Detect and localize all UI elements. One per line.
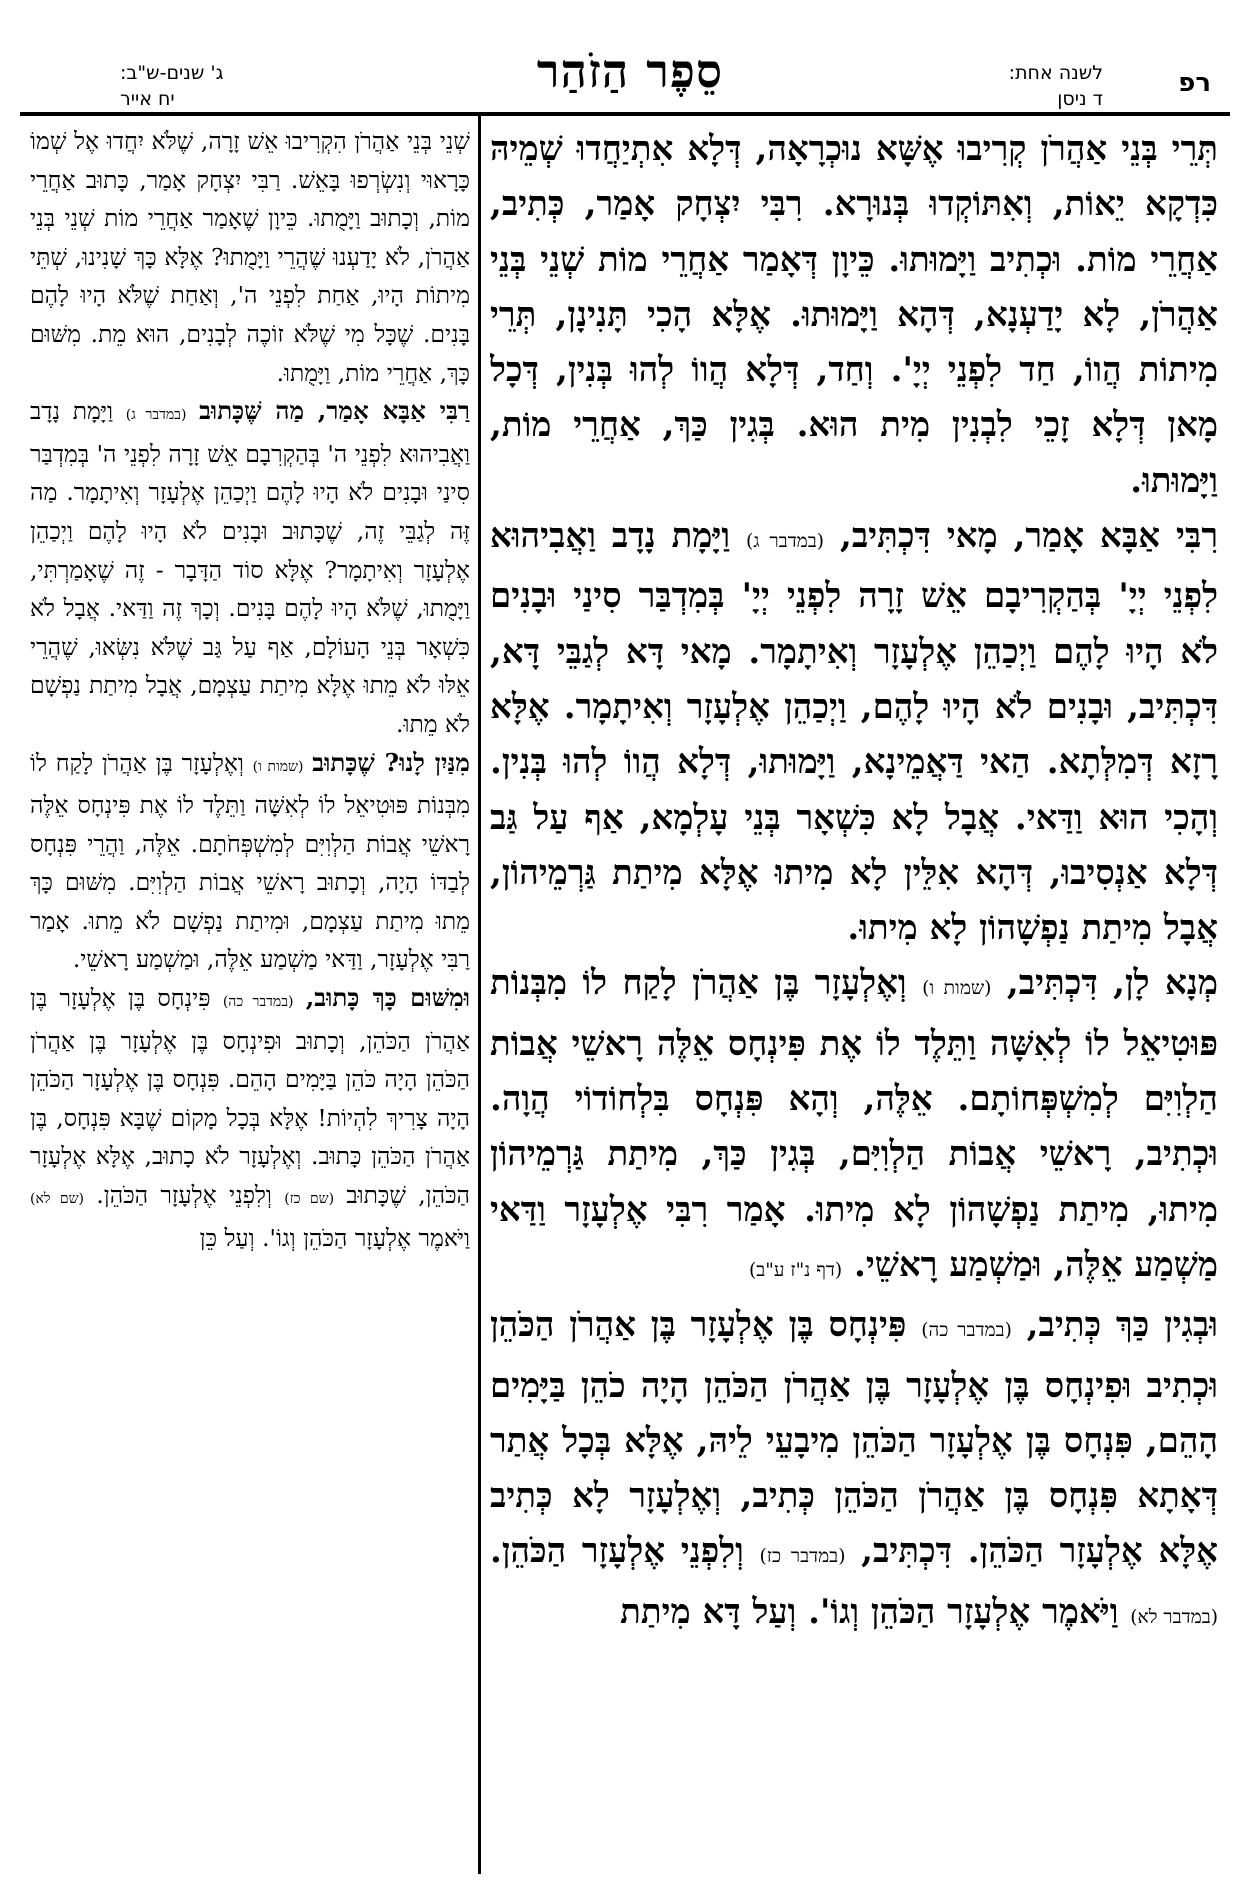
side-paragraph: מִנַּיִן לָנוּ? שֶׁכָּתוּב (שמות ו) וְאֶלְעָזָר בֶּן אַהֲרֹן לָקַח לוֹ מִבְּנוֹת פּוּטִיאֵל לוֹ לְאִשָּׁה וַתֵּלֶד לוֹ אֶת פִּינְחָס אֵלֶּה רָאשֵׁי אֲבוֹת הַלְוִיִּם לְמִשְׁפְּחֹתָם. אֵלֶּה, וַהֲרֵי פִּנְחָס לְבַדּוֹ הָיָה, וְכָתוּב רָאשֵׁי אֲבוֹת הַלְוִיִּם. מִשּׁוּם כָּךְ מֵתוּ מִיתַת עַצְמָם, וּמִיתַת נַפְשָׁם לֹא מֵתוּ. אָמַר רַבִּי אֶלְעָזָר, וַדַּאי מַשְׁמַע אֵלֶּה, וּמַשְׁמַע רָאשֵׁי.: [30, 747, 470, 974]
verse-reference: (במדבר ג): [746, 531, 825, 553]
side-paragraph: שְׁנֵי בְּנֵי אַהֲרֹן הִקְרִיבוּ אֵשׁ זָרָה, שֶׁלֹּא יִחֲדוּ אֶל שְׁמוֹ כָּרָאוּי וְנִשְׂרְפוּ בָּאֵשׁ. רַבִּי יִצְחָק אָמַר, כָּתוּב אַחֲרֵי מוֹת, וְכָתוּב וַיָּמֻתוּ. כֵּיוָן שֶׁאָמַר אַחֲרֵי מוֹת שְׁנֵי בְּנֵי אַהֲרֹן, לֹא יָדַעְנוּ שֶׁהֲרֵי וַיָּמֻתוּ? אֶלָּא כָּךְ שָׁנִינוּ, שְׁתֵּי מִיתוֹת הָיוּ, אַחַת לִפְנֵי ה', וְאַחַת שֶׁלֹּא הָיוּ לָהֶם בָּנִים. שֶׁכָּל מִי שֶׁלֹּא זוֹכֶה לְבָנִים, הוּא מֵת. מִשּׁוּם כָּךְ, אַחֲרֵי מוֹת, וַיָּמֻתוּ.: [30, 127, 470, 387]
verse-reference: (שמות ו): [252, 758, 304, 775]
verse-reference: (שם כז): [284, 1191, 335, 1208]
study-schedule-one-year: [963, 60, 1103, 112]
book-title: סֵפֶר הַזֹהַר: [536, 44, 724, 98]
schedule-label: לשנה אחת:: [1008, 62, 1103, 84]
side-paragraph: וּמִשּׁוּם כָּךְ כָּתוּב, (במדבר כה) פִּינְחָס בֶּן אֶלְעָזָר בֶּן אַהֲרֹן הַכֹּהֵן, וְכָתוּב וּפִינְחָס בֶּן אֶלְעָזָר בֶּן אַהֲרֹן הַכֹּהֵן הָיָה כֹּהֵן בַּיָּמִים הָהֵם. פִּנְחָס בֶּן אֶלְעָזָר הַכֹּהֵן הָיָה צָרִיךְ לִהְיוֹת! אֶלָּא בְּכָל מָקוֹם שֶׁבָּא פִּנְחָס, בֶּן אַהֲרֹן הַכֹּהֵן כָּתוּב. וְאֶלְעָזָר לֹא כָתוּב, אֶלָּא אֶלְעָזָר הַכֹּהֵן, שֶׁכָּתוּב (שם כז) וְלִפְנֵי אֶלְעָזָר הַכֹּהֵן. (שם לא) וַיֹּאמֶר אֶלְעָזָר הַכֹּהֵן וְגוֹ'. וְעַל כֵּן: [30, 983, 470, 1252]
page-header: [0, 0, 1253, 120]
verse-reference: (במדבר כז): [759, 1546, 846, 1568]
main-paragraph: מְנָא לָן, דִּכְתִּיב, (שמות ו) וְאֶלְעָזָר בֶּן אַהֲרֹן לָקַח לוֹ מִבְּנוֹת פּוּטִיאֵל לוֹ לְאִשָּׁה וַתֵּלֶד לוֹ אֶת פִּינְחָס אֵלֶּה רָאשֵׁי אֲבוֹת הַלְוִיִּם לְמִשְׁפְּחוֹתָם. אֵלֶּה, וְהָא פִּנְחָס בִּלְחוֹדוֹי הֲוָה. וּכְתִיב, רָאשֵׁי אֲבוֹת הַלְוִיִּם, בְּגִין כַּךְ, מִיתַת גַּרְמֵיהוֹן מִיתוּ, מִיתַת נַפְשָׁהוֹן לָא מִיתוּ. אָמַר רִבִּי אֶלְעָזָר וַדַּאי מַשְׁמַע אֵלֶּה, וּמַשְׁמַע רָאשֵׁי. (דף נ"ז ע"ב): [490, 963, 1218, 1285]
study-schedule-three-years: [120, 60, 320, 112]
page-reference: (דף נ"ז ע"ב): [749, 1259, 843, 1281]
verse-reference: (במדבר לא): [1130, 1606, 1218, 1628]
verse-reference: (במדבר ג): [125, 407, 187, 424]
verse-reference: (במדבר כה): [921, 1320, 1012, 1342]
column-divider: [478, 116, 481, 1874]
schedule-label-3y: ג' שנים-ש"ב:: [120, 62, 224, 84]
schedule-date-nisan: ד ניסן: [1057, 88, 1103, 110]
side-paragraph: רַבִּי אַבָּא אָמַר, מַה שֶּׁכָּתוּב (במדבר ג) וַיָּמָת נָדָב וַאֲבִיהוּא לִפְנֵי ה' בְּהַקְרִבָם אֵשׁ זָרָה לִפְנֵי ה' בְּמִדְבַּר סִינַי וּבָנִים לֹא הָיוּ לָהֶם וַיְכַהֵן אֶלְעָזָר וְאִיתָמָר. מַה זֶּה לְגַבֵּי זֶה, שֶׁכָּתוּב וּבָנִים לֹא הָיוּ לָהֶם וַיְכַהֵן אֶלְעָזָר וְאִיתָמָר? אֶלָּא סוֹד הַדָּבָר - זֶה שֶׁאָמַרְתִּי, וַיָּמֻתוּ, שֶׁלֹּא הָיוּ לָהֶם בָּנִים. וְכָךְ זֶה וַדַּאי. אֲבָל לֹא כִּשְׁאָר בְּנֵי הָעוֹלָם, אַף עַל גַּב שֶׁלֹּא נִשְּׂאוּ, שֶׁהֲרֵי אֵלּוּ לֹא מֵתוּ אֶלָּא מִיתַת עַצְמָם, אֲבָל מִיתַת נַפְשָׁם לֹא מֵתוּ.: [30, 396, 470, 738]
main-paragraph: וּבְגִין כַּךְ כְּתִיב, (במדבר כה) פִּינְחָס בֶּן אֶלְעָזָר בֶּן אַהֲרֹן הַכֹּהֵן וּכְתִיב וּפִינְחָס בֶּן אֶלְעָזָר בֶּן אַהֲרֹן הַכֹּהֵן הָיָה כֹהֵן בַּיָּמִים הָהֵם, פִּנְחָס בֶּן אֶלְעָזָר הַכֹּהֵן מִיבָעֵי לֵיהּ, אֶלָּא בְּכָל אֲתַר דְּאָתָא פִּנְחָס בֶּן אַהֲרֹן הַכֹּהֵן כְּתִיב, וְאֶלְעָזָר לָא כְּתִיב אֶלָּא אֶלְעָזָר הַכֹּהֵן. דִּכְתִּיב, (במדבר כז) וְלִפְנֵי אֶלְעָזָר הַכֹּהֵן. (במדבר לא) וַיֹּאמֶר אֶלְעָזָר הַכֹּהֵן וְגוֹ'. וְעַל דָּא מִיתַת: [490, 1305, 1218, 1632]
header-rule: [20, 112, 1230, 116]
translation-column: [30, 122, 470, 1872]
schedule-date-iyar: יח אייר: [120, 88, 175, 110]
verse-reference: (שמות ו): [922, 978, 992, 1000]
page-number: רפ: [1178, 68, 1211, 98]
verse-reference: (במדבר כה): [222, 994, 294, 1011]
main-paragraph: רִבִּי אַבָּא אָמַר, מָאי דִּכְתִּיב, (במדבר ג) וַיָּמָת נָדָב וַאֲבִיהוּא לִפְנֵי יְיָ' בְּהַקְרִיבָם אֵשׁ זָרָה לִפְנֵי יְיָ' בְּמִדְבַּר סִינַי וּבָנִים לֹא הָיוּ לָהֶם וַיְכַהֵן אֶלְעָזָר וְאִיתָמָר. מָאי דָּא לְגַבֵּי דָּא, דִּכְתִּיב, וּבָנִים לֹא הָיוּ לָהֶם, וַיְכַהֵן אֶלְעָזָר וְאִיתָמָר. אֶלָּא רָזָא דְּמִלְּתָא. הַאי דַּאֲמֵינָא, וַיָּמוּתוּ, דְּלָא הֲווֹ לְהוּ בְּנִין. וְהָכִי הוּא וַדַּאי. אֲבָל לָא כִּשְׁאָר בְּנֵי עָלְמָא, אַף עַל גַּב דְּלָא אַנְסִיבוּ, דְּהָא אִלֵּין לָא מִיתוּ אֶלָּא מִיתַת גַּרְמֵיהוֹן, אֲבָל מִיתַת נַפְשָׁהוֹן לָא מִיתוּ.: [490, 516, 1218, 949]
verse-reference: (שם לא): [30, 1191, 84, 1208]
main-paragraph: תְּרֵי בְּנֵי אַהֲרֹן קְרִיבוּ אֶשָּׁא נוּכְרָאָה, דְּלָא אִתְיַחֲדוּ שְׁמֵיהּ כִּדְקָא יֵאוֹת, וְאִתּוֹקְדוּ בְּנוּרָא. רִבִּי יִצְחָק אָמַר, כְּתִיב, אַחֲרֵי מוֹת. וּכְתִיב וַיָּמוּתוּ. כֵּיוָן דְּאָמַר אַחֲרֵי מוֹת שְׁנֵי בְּנֵי אַהֲרֹן, לָא יָדַעְנָא, דְּהָא וַיָּמוּתוּ. אֶלָּא הָכִי תָּנִינָן, תְּרֵי מִיתוֹת הֲווֹ, חַד לִפְנֵי יְיָ'. וְחַד, דְּלָא הֲווֹ לְהוּ בְּנִין, דְּכָל מָאן דְּלָא זָכֵי לִבְנִין מִית הוּא. בְּגִין כַּךְ, אַחֲרֵי מוֹת, וַיָּמוּתוּ.: [490, 129, 1218, 501]
main-text-column: [490, 122, 1218, 1872]
